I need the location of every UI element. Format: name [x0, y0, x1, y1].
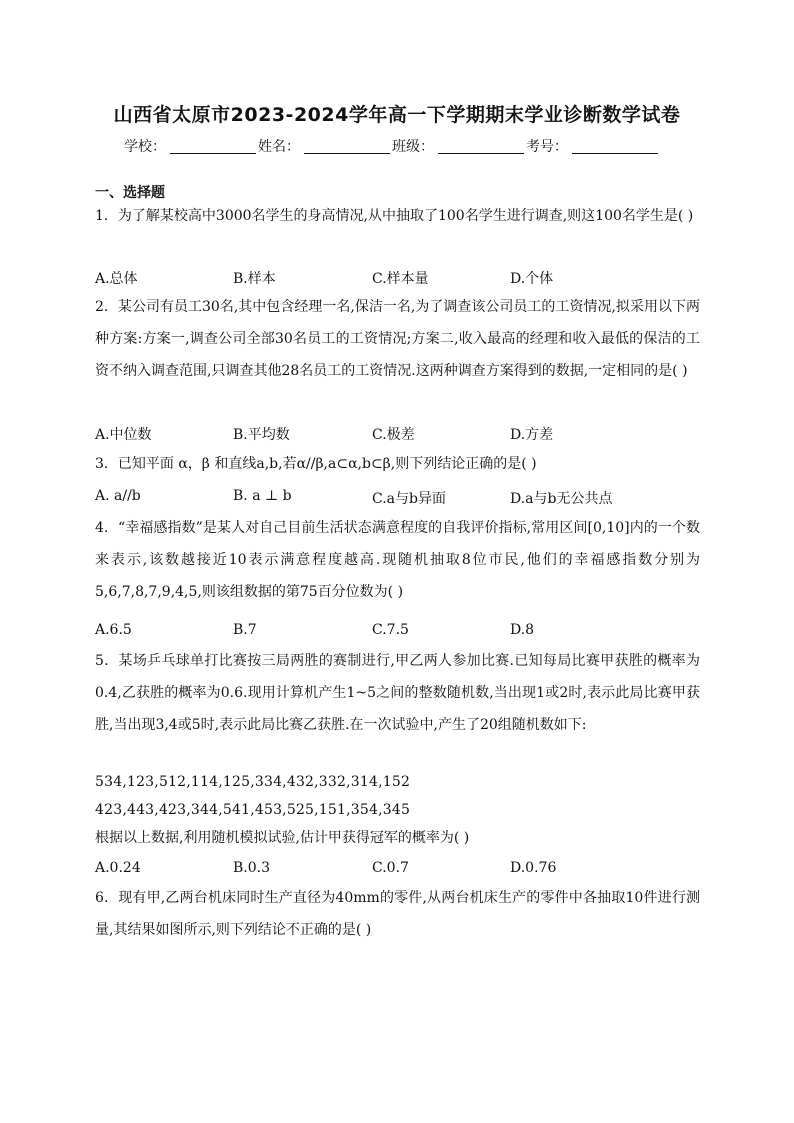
option-a: A.总体 — [95, 271, 138, 287]
option-a: A.0.24 — [95, 860, 141, 876]
option-d: D.个体 — [510, 271, 554, 287]
question-2-options — [95, 424, 700, 448]
question-6-text: 6．现有甲,乙两台机床同时生产直径为40mm的零件,从两台机床生产的零件中各抽取10件进行测量,其结果如图所示,则下列结论不正确的是( ) — [95, 890, 700, 938]
exam-number-label: 考号： — [526, 139, 568, 155]
exam-number-blank — [572, 139, 658, 154]
random-numbers-line-2: 423,443,423,344,541,453,525,151,354,345 — [95, 802, 411, 818]
student-info-line — [124, 136, 660, 156]
name-label: 姓名： — [258, 139, 300, 155]
question-2-text: 2．某公司有员工30名,其中包含经理一名,保洁一名,为了调查该公司员工的工资情况,拟采用以下两种方案:方案一,调查公司全部30名员工的工资情况;方案二,收入最高的经理和收入最低的保洁的工资不纳入调查范围,只调查其他28名员工的工资情况.这两种调查方案得到的数据,一定相同的是( ) — [95, 299, 700, 379]
option-a: A. a//b — [95, 488, 141, 504]
question-5-followup: 根据以上数据,利用随机模拟试验,估计甲获得冠军的概率为( ) — [95, 830, 470, 846]
option-c: C.a与b异面 — [372, 491, 446, 507]
option-d: D.8 — [510, 622, 535, 638]
option-b: B. a ⊥ b — [233, 488, 292, 504]
option-b: B.平均数 — [233, 427, 290, 443]
section-heading: 一、选择题 — [95, 185, 165, 201]
option-c: C.7.5 — [372, 622, 409, 638]
question-5-options — [95, 860, 700, 884]
name-blank — [304, 139, 390, 154]
class-blank — [438, 139, 524, 154]
option-a: A.中位数 — [95, 427, 152, 443]
option-d: D.a与b无公共点 — [510, 491, 613, 507]
class-label: 班级： — [392, 139, 434, 155]
option-d: D.0.76 — [510, 860, 557, 876]
question-4-text: 4．“幸福感指数”是某人对自己目前生活状态满意程度的自我评价指标,常用区间[0,10]内的一个数来表示,该数越接近10表示满意程度越高.现随机抽取8位市民,他们的幸福感指数分别为5,6,7,8,7,9,4,5,则该组数据的第75百分位数为( ) — [95, 520, 700, 600]
exam-title: 山西省太原市2023-2024学年高一下学期期末学业诊断数学试卷 — [113, 104, 681, 126]
option-b: B.0.3 — [233, 860, 271, 876]
option-b: B.7 — [233, 622, 257, 638]
question-3-options — [95, 488, 700, 512]
option-b: B.样本 — [233, 271, 276, 287]
option-a: A.6.5 — [95, 622, 132, 638]
question-5-text: 5．某场乒乓球单打比赛按三局两胜的赛制进行,甲乙两人参加比赛.已知每局比赛甲获胜的概率为0.4,乙获胜的概率为0.6.现用计算机产生1~5之间的整数随机数,当出现1或2时,表示此局比赛甲获胜,当出现3,4或5时,表示此局比赛乙获胜.在一次试验中,产生了20组随机数如下: — [95, 653, 700, 733]
school-blank — [170, 139, 256, 154]
question-3-text: 3．已知平面 α，β 和直线a,b,若α//β,a⊂α,b⊂β,则下列结论正确的是( ) — [95, 456, 537, 472]
option-c: C.样本量 — [372, 271, 429, 287]
option-c: C.极差 — [372, 427, 415, 443]
random-numbers-line-1: 534,123,512,114,125,334,432,332,314,152 — [95, 774, 411, 790]
question-1-text: 1．为了解某校高中3000名学生的身高情况,从中抽取了100名学生进行调查,则这100名学生是( ) — [95, 208, 694, 224]
school-label: 学校： — [124, 139, 166, 155]
option-c: C.0.7 — [372, 860, 409, 876]
option-d: D.方差 — [510, 427, 554, 443]
question-1-options — [95, 268, 700, 292]
question-4-options — [95, 622, 700, 646]
